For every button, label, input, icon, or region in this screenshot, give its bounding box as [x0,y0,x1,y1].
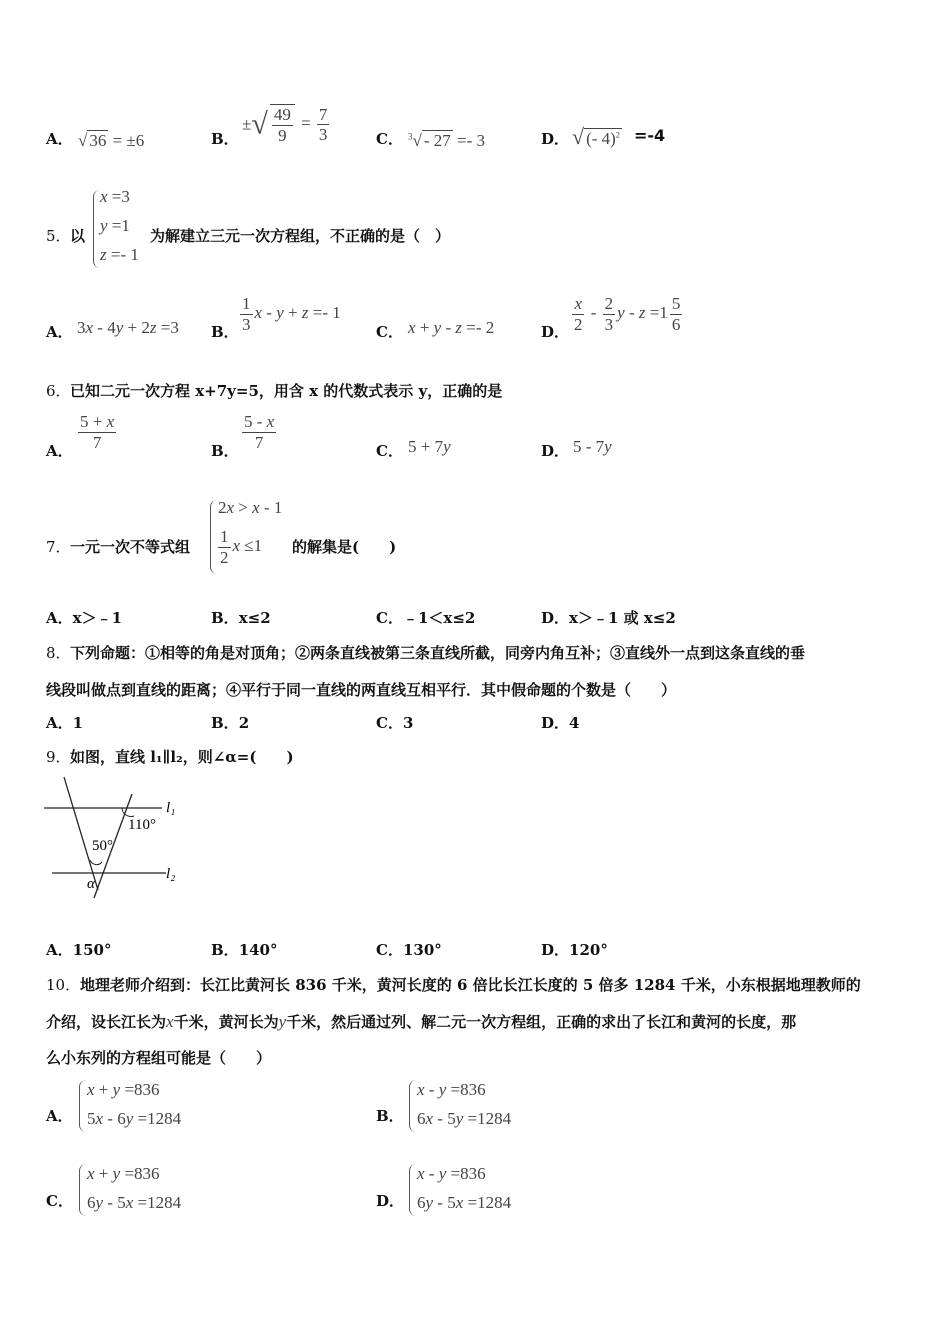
q6-option-b-expr: $\frac{5 - x}{7}$ [244,412,275,452]
q9-option-b-text: 140° [238,941,278,959]
q8-line-2: 线段叫做点到直线的距离；④平行于同一直线的两直线互相平行．其中假命题的个数是（ ） [46,681,677,699]
q10-option-d-label: D． [376,1192,405,1210]
q9-option-d [541,939,608,960]
q10-line-2-c: 千米，然后通过列、解二元一次方程组，正确的求出了长江和黄河的长度，那 [286,1013,797,1031]
label-l2: l₂ [166,866,176,882]
q10-option-b-row-1: x - y =836 [417,1080,486,1099]
q7-option-c-label: C． [376,609,403,627]
q5-suffix: 为解建立三元一次方程组，不正确的是（ ） [150,227,451,245]
q10-option-c-brace [79,1164,86,1216]
q8-line-1: 下列命题：①相等的角是对顶角；②两条直线被第三条直线所截，同旁内角互补；③直线外一点到这条直线的垂 [70,644,806,662]
q10-option-b-brace [409,1080,416,1132]
q4-option-a-expr: √ 36 = ±6 [78,131,145,150]
q4-option-d-tail: =-4 [634,126,666,145]
q4-option-a-label: A． [46,130,73,148]
q4-option-c-label: C． [376,130,403,148]
q9-text: 如图，直线 l₁∥l₂，则∠α=( ) [70,748,294,766]
q5-option-d-expr: $\frac{x}{2}$ - $\frac{2}{3}$ y - z =1 $\frac{5}{6}$ [574,294,681,334]
q6-option-a-label: A． [46,442,73,460]
q7-option-d-text: x＞﹣1 或 x≤2 [569,609,676,627]
q8-option-c [376,712,413,733]
q9-option-c-text: 130° [402,941,442,959]
q10-option-c-row-1: x + y =836 [87,1164,160,1183]
q8-option-b [211,712,249,733]
q10-option-a-label: A． [46,1107,73,1125]
q6-option-c-label: C． [376,442,403,460]
q8-option-c-label: C． [376,714,403,732]
q7-option-b-label: B． [211,609,239,627]
q5-option-b-label: B． [211,323,239,341]
q10-option-a-brace [79,1080,86,1132]
q9-option-a-label: A． [46,941,73,959]
q7-prefix: 一元一次不等式组 [70,538,191,556]
q7-option-a-text: x＞﹣1 [72,609,123,627]
q9-option-c-label: C． [376,941,403,959]
q7-system-row-2: $\frac{1}{2}$ x ≤1 [220,527,263,567]
q7-option-d-label: D． [541,609,570,627]
q10-option-a-row-1: x + y =836 [87,1080,160,1099]
q6-option-b-label: B． [211,442,239,460]
q5-option-a-expr: 3x - 4y + 2z =3 [77,318,179,337]
q5-system-row-3: z =- 1 [100,245,139,264]
q8-option-d [541,712,579,733]
q8-option-b-label: B． [211,714,239,732]
q5-option-c-label: C． [376,323,403,341]
q7-system-row-1: 2x > x - 1 [218,498,283,517]
q7-option-b-text: x≤2 [238,609,271,627]
q10-option-a-row-2: 5x - 6y =1284 [87,1109,182,1128]
q8-option-d-text: 4 [569,714,580,732]
q9-option-a-text: 150° [72,941,112,959]
q10-line-2-a: 介绍，设长江长为 [46,1013,167,1031]
q10-option-d-row-2: 6y - 5x =1284 [417,1193,512,1212]
q8-option-c-text: 3 [402,714,414,732]
q4-option-d-expr: √ (- 4)$^2$ [572,124,620,149]
q7-suffix: 的解集是( ) [292,538,397,556]
q7-option-c-text: ﹣1＜x≤2 [402,609,476,627]
q6-option-d-expr: 5 - 7y [573,437,612,456]
q5-prefix: 以 [70,227,86,245]
q5-option-d-label: D． [541,323,570,341]
q8-option-b-text: 2 [238,714,250,732]
q6-number: 6． [46,382,71,400]
q5-option-c-expr: x + y - z =- 2 [408,318,495,337]
q6-option-d-label: D． [541,442,570,460]
q10-var-y: y [278,1012,287,1031]
q8-option-d-label: D． [541,714,570,732]
q7-number: 7． [46,538,71,556]
q5-option-a-label: A． [46,323,73,341]
arc-50 [90,860,102,865]
q10-option-c-label: C． [46,1192,73,1210]
label-l1: l₁ [166,800,176,816]
q7-option-d [541,607,676,628]
q8-number: 8． [46,644,71,662]
q4-option-b-label: B． [211,130,239,148]
q7-option-b [211,607,271,628]
q9-number: 9． [46,748,71,766]
q10-var-x: x [166,1012,174,1031]
q9-option-b [211,939,278,960]
q9-option-d-text: 120° [569,941,608,959]
q9-option-d-label: D． [541,941,570,959]
q10-line-2-b: 千米，黄河长为 [173,1013,279,1031]
q9-option-c [376,939,442,960]
q10-option-b-row-2: 6x - 5y =1284 [417,1109,512,1128]
q8-option-a-label: A． [46,714,73,732]
q10-option-c-row-2: 6y - 5x =1284 [87,1193,182,1212]
q5-system-brace [93,190,100,268]
q5-number: 5． [46,227,71,245]
q10-line-2 [46,1011,796,1032]
q5-system-row-1: x =3 [100,187,130,206]
q5-option-b-expr: $\frac{1}{3}$ x - y + z =- 1 [242,294,341,334]
q8-option-a [46,712,83,733]
q10-option-d-brace [409,1164,416,1216]
label-110: 110° [128,817,156,833]
q6-option-c-expr: 5 + 7y [408,437,451,456]
q10-line-1: 地理老师介绍到：长江比黄河长 836 千米，黄河长度的 6 倍比长江长度的 5 倍多 1284 千米，小东根据地理教师的 [80,976,861,994]
q4-option-c-expr: $^3$√ - 27 =- 3 [408,131,486,150]
q7-option-c [376,607,475,628]
q9-option-a [46,939,111,960]
q8-option-a-text: 1 [72,714,84,732]
label-alpha: α [87,876,95,892]
q4-option-b-expr: ±√ $\frac{49}{9}$ = $\frac{7}{3}$ [242,104,328,145]
q6-text: 已知二元一次方程 x+7y=5，用含 x 的代数式表示 y，正确的是 [70,382,503,400]
q9-option-b-label: B． [211,941,239,959]
q7-option-a-label: A． [46,609,73,627]
q4-option-d-label: D． [541,130,570,148]
q10-option-d-row-1: x - y =836 [417,1164,486,1183]
q10-number: 10． [46,976,81,994]
q9-figure [40,772,190,907]
q10-line-3: 么小东列的方程组可能是（ ） [46,1049,272,1067]
q5-system-row-2: y =1 [100,216,130,235]
q10-option-b-label: B． [376,1107,404,1125]
q7-option-a [46,607,122,628]
label-50: 50° [92,838,113,854]
q6-option-a-expr: $\frac{5 + x}{7}$ [80,412,115,452]
